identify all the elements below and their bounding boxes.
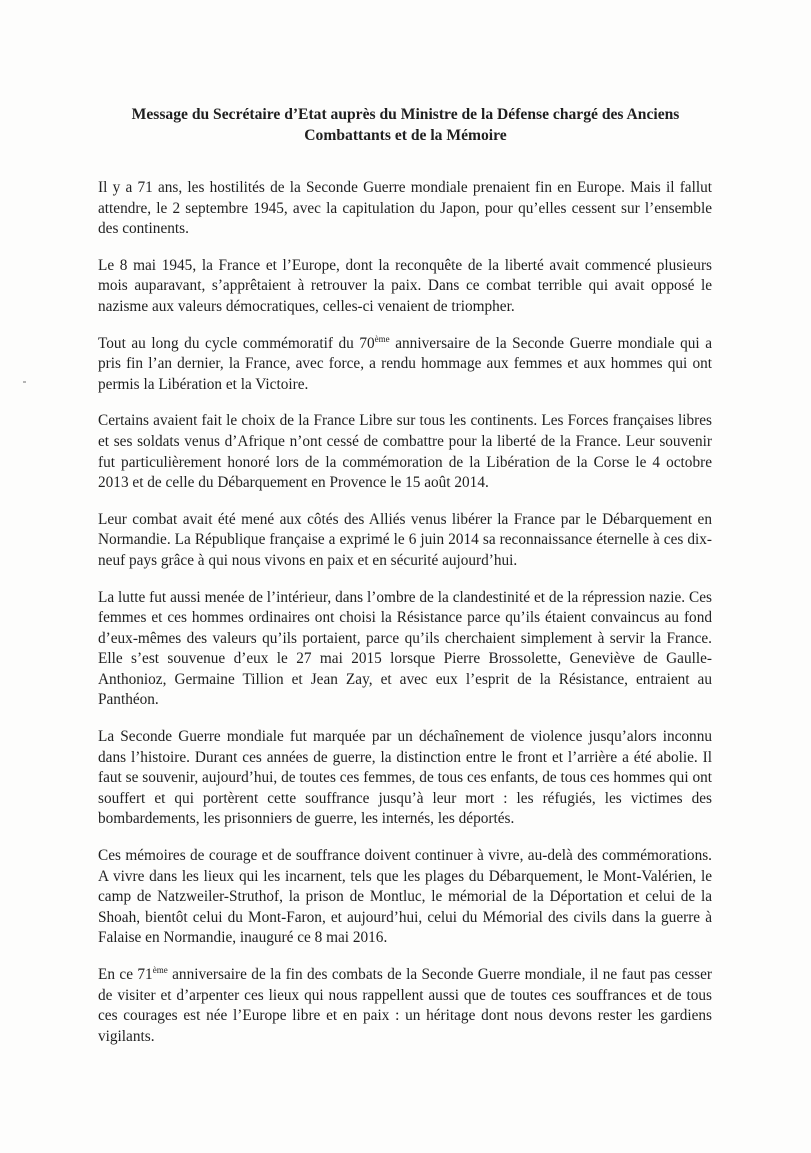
paragraph-1: Il y a 71 ans, les hostilités de la Seconde Guerre mondiale prenaient fin en Europe. Mais il fallut attendre, le 2 septembre 1945, avec la capitulation du Japon, pour qu’elles cessent sur l’ensemble des continents. (98, 179, 712, 238)
document-body (98, 178, 712, 1063)
scan-mark (23, 381, 26, 383)
paragraph-9-text-start: En ce 71 (98, 966, 153, 983)
paragraph-9-text-end: anniversaire de la fin des combats de la Seconde Guerre mondiale, il ne faut pas cesser de visiter et d’arpenter ces lieux qui nous rappellent aussi que de toutes ces souffrances et de tous ces courages est née l’Europe libre et en paix : un héritage dont nous devons rester les gardiens vigilants. (98, 966, 712, 1045)
paragraph-7: La Seconde Guerre mondiale fut marquée par un déchaînement de violence jusqu’alors inconnu dans l’histoire. Durant ces années de guerre, la distinction entre le front et l’arrière a été abolie. Il faut se souvenir, aujourd’hui, de toutes ces femmes, de tous ces enfants, de tous ces hommes qui ont souffert et qui portèrent cette souffrance jusqu’à leur mort : les réfugiés, les victimes des bombardements, les prisonniers de guerre, les internés, les déportés. (98, 728, 712, 828)
paragraph-6: La lutte fut aussi menée de l’intérieur, dans l’ombre de la clandestinité et de la répression nazie. Ces femmes et ces hommes ordinaires ont choisi la Résistance parce qu’ils étaient convaincus au fond d’eux-mêmes des valeurs qu’ils portaient, parce qu’ils cherchaient simplement à servir la France. Elle s’est souvenue d’eux le 27 mai 2015 lorsque Pierre Brossolette, Geneviève de Gaulle-Anthonioz, Germaine Tillion et Jean Zay, et avec eux l’esprit de la Résistance, entraient au Panthéon. (98, 588, 712, 709)
paragraph-3 (98, 334, 712, 396)
paragraph-3-superscript: ème (374, 333, 390, 344)
paragraph-4: Certains avaient fait le choix de la France Libre sur tous les continents. Les Forces françaises libres et ses soldats venus d’Afrique n’ont cessé de combattre pour la liberté de la France. Leur souvenir fut particulièrement honoré lors de la commémoration de la Libération de la Corse le 4 octobre 2013 et de celle du Débarquement en Provence le 15 août 2014. (98, 412, 712, 492)
paragraph-9 (98, 965, 712, 1047)
paragraph-2: Le 8 mai 1945, la France et l’Europe, dont la reconquête de la liberté avait commencé plusieurs mois auparavant, s’apprêtaient à retrouver la paix. Dans ce combat terrible qui avait opposé le nazisme aux valeurs démocratiques, celles-ci venaient de triompher. (98, 256, 712, 315)
paragraph-3-text-start: Tout au long du cycle commémoratif du 70 (98, 334, 375, 352)
document-title (60, 104, 751, 146)
title-line-2: Combattants et de la Mémoire (304, 127, 507, 144)
paragraph-8: Ces mémoires de courage et de souffrance doivent continuer à vivre, au-delà des commémorations. A vivre dans les lieux qui les incarnent, tels que les plages du Débarquement, le Mont-Valérien, le camp de Natzweiler-Struthof, la prison de Montluc, le mémorial de la Déportation et celui de la Shoah, bientôt celui du Mont-Faron, et aujourd’hui, celui du Mémorial des civils dans la guerre à Falaise en Normandie, inauguré ce 8 mai 2016. (98, 847, 712, 947)
title-line-1: Message du Secrétaire d’Etat auprès du Ministre de la Défense chargé des Anciens (131, 106, 680, 123)
paragraph-5: Leur combat avait été mené aux côtés des Alliés venus libérer la France par le Débarquement en Normandie. La République française a exprimé le 6 juin 2014 sa reconnaissance éternelle à ces dix-neuf pays grâce à qui nous vivons en paix et en sécurité aujourd’hui. (98, 510, 712, 569)
paragraph-3-text-end: anniversaire de la Seconde Guerre mondiale qui a pris fin l’an dernier, la France, avec force, a rendu hommage aux femmes et aux hommes qui ont permis la Libération et la Victoire. (98, 334, 713, 393)
paragraph-9-superscript: ème (152, 964, 168, 975)
